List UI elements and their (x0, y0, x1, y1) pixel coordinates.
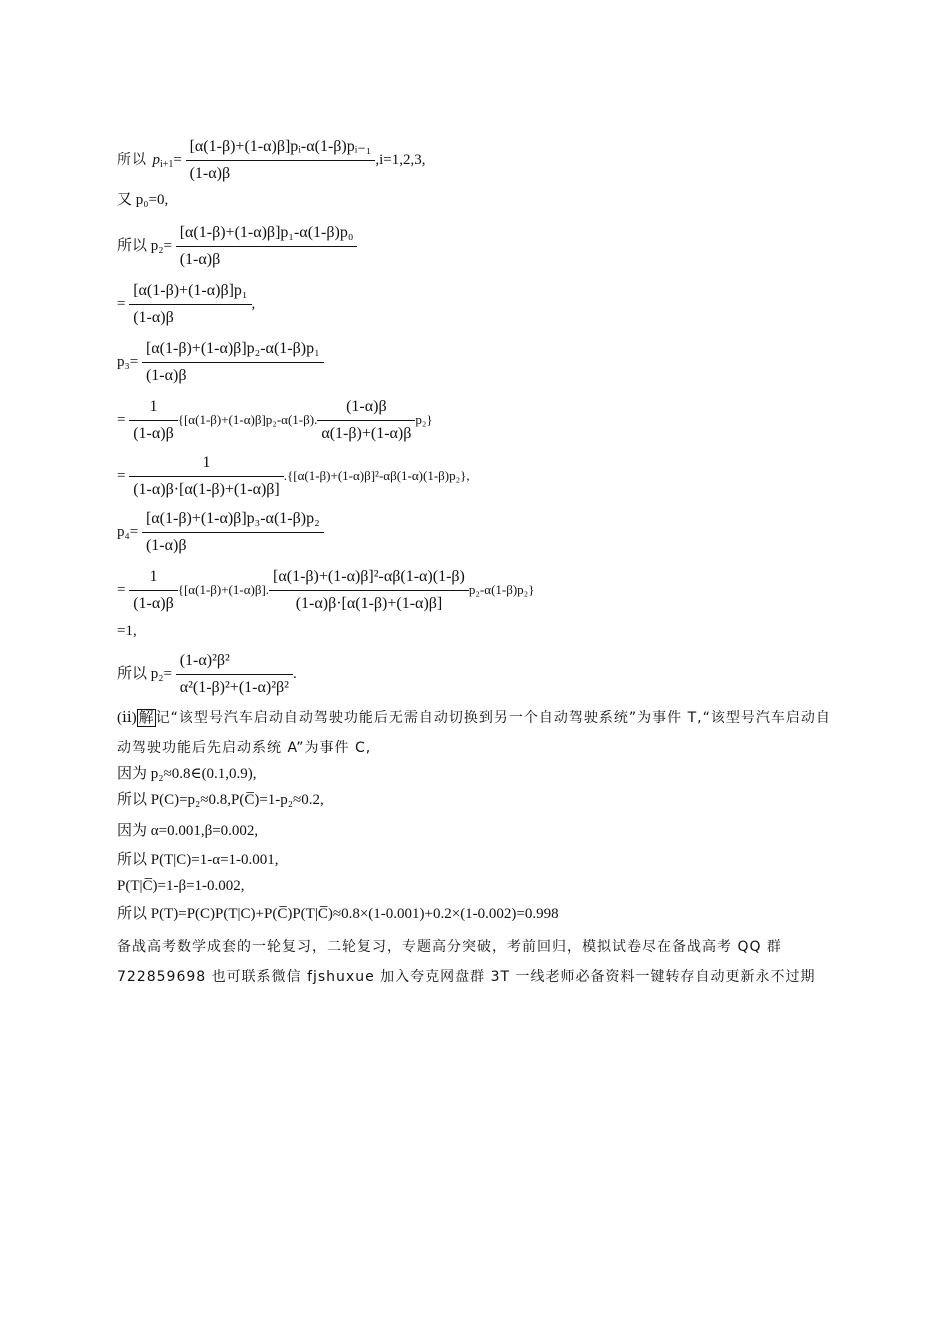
solution-line-6 (117, 876, 245, 896)
solution-line-4 (117, 821, 258, 841)
numerator: [α(1-β)+(1-α)β]p₁ (129, 280, 251, 305)
text-tail: p₂-α(1-β)p₂} (468, 581, 535, 597)
equals-sign: = (117, 581, 126, 598)
text-line: 所以 P(T|C)=1-α=1-0.001, (117, 852, 279, 868)
equals-sign: = (117, 411, 126, 428)
numerator: 1 (129, 566, 178, 591)
denominator: (1-α)β (133, 425, 174, 442)
eq-p2-result (117, 650, 297, 699)
eq-p4-expanded (117, 566, 534, 615)
numerator: (1-α)β (317, 396, 415, 421)
fraction (129, 452, 284, 501)
eq-equals-one (117, 621, 137, 641)
text-middle: {[α(1-β)+(1-α)β]. (177, 581, 270, 597)
text-line: 因为 p₂≈0.8∈(0.1,0.9), (117, 766, 257, 782)
text-line: 因为 α=0.001,β=0.002, (117, 823, 259, 839)
denominator: (1-α)β (133, 309, 174, 326)
text-tail: . (292, 665, 297, 682)
numerator: [α(1-β)+(1-α)β]²-αβ(1-α)(1-β) (269, 566, 469, 591)
text-prefix: p₄= (117, 523, 139, 540)
denominator: (1-α)β (133, 595, 174, 612)
denominator: (1-α)β (145, 537, 187, 554)
numerator: [α(1-β)+(1-α)β]p₁-α(1-β)p₀ (176, 222, 358, 247)
solution-line-5 (117, 850, 279, 870)
equals-sign: = (117, 295, 126, 312)
fraction (317, 396, 415, 445)
fraction (142, 338, 324, 387)
fraction (129, 280, 251, 329)
fraction (176, 222, 358, 271)
text-middle: {[α(1-β)+(1-α)β]p₂-α(1-β). (177, 411, 318, 427)
text-prefix: 所以 p₂= (117, 665, 172, 682)
text-tail: .{[α(1-β)+(1-α)β]²-αβ(1-α)(1-β)p₂}, (283, 467, 470, 483)
denominator: (1-α)β (189, 165, 231, 182)
equals-sign: = (117, 467, 126, 484)
fraction (186, 136, 376, 185)
fraction (176, 650, 293, 699)
solution-line-7 (117, 904, 559, 924)
text-prefix: 所以 p₂= (117, 237, 172, 254)
denominator: α(1-β)+(1-α)β (321, 425, 412, 442)
text-tail: , (251, 295, 256, 312)
denominator: (1-α)β (145, 367, 187, 384)
fraction (142, 508, 324, 557)
text-tail: ,i=1,2,3, (375, 151, 426, 168)
footer-note (117, 932, 833, 992)
eq-p2-simplified (117, 280, 255, 329)
eq-p0 (117, 190, 168, 210)
part-label: (ⅱ) (117, 710, 137, 726)
eq-p3-expanded (117, 396, 433, 445)
numerator: [α(1-β)+(1-α)β]p₂-α(1-β)p₁ (142, 338, 324, 363)
text-prefix: p₃= (117, 353, 139, 370)
fraction (129, 396, 178, 445)
numerator: [α(1-β)+(1-α)β]p₃-α(1-β)p₂ (142, 508, 324, 533)
footer-text: 备战高考数学成套的一轮复习，二轮复习，专题高分突破，考前回归，模拟试卷尽在备战高考 QQ 群 722859698 也可联系微信 fjshuxue 加入夸克网盘群 3T 一线老师必备资料一键转存自动更新永不过期 (117, 939, 816, 985)
numerator: (1-α)²β² (176, 650, 293, 675)
fraction (269, 566, 469, 615)
text-line: P(T|C̅)=1-β=1-0.002, (117, 878, 245, 894)
solution-intro (117, 703, 837, 763)
var-subscript: i+1 (159, 158, 174, 170)
solution-line-2 (117, 764, 257, 784)
denominator: (1-α)β (179, 251, 221, 268)
text-line: =1, (117, 623, 137, 639)
text-prefix: 所以 (117, 151, 153, 168)
numerator: 1 (129, 452, 284, 477)
eq-p2 (117, 222, 357, 271)
numerator: 1 (129, 396, 178, 421)
denominator: α²(1-β)²+(1-α)²β² (179, 679, 289, 696)
equals-sign: = (173, 151, 182, 168)
var-p: p (152, 151, 160, 168)
solution-text: 记“该型号汽车启动自动驾驶功能后无需自动切换到另一个自动驾驶系统”为事件 T,“该型号汽车启动自动驾驶功能后先启动系统 A”为事件 C, (117, 710, 831, 756)
text-tail: p₂} (415, 411, 433, 427)
denominator: (1-α)β·[α(1-β)+(1-α)β] (295, 595, 443, 612)
solution-line-3 (117, 790, 324, 810)
eq-p3 (117, 338, 324, 387)
eq-recurrence (117, 136, 426, 185)
text-line: 所以 P(C)=p₂≈0.8,P(C̅)=1-p₂≈0.2, (117, 792, 324, 808)
text-line: 又 p₀=0, (117, 192, 169, 208)
eq-p3-combined (117, 452, 470, 501)
eq-p4 (117, 508, 324, 557)
denominator: (1-α)β·[α(1-β)+(1-α)β] (133, 481, 280, 498)
numerator: [α(1-β)+(1-α)β]pᵢ-α(1-β)pᵢ₋₁ (186, 136, 376, 161)
solution-marker: 解 (138, 710, 154, 726)
fraction (129, 566, 178, 615)
text-line: 所以 P(T)=P(C)P(T|C)+P(C̅)P(T|C̅)≈0.8×(1-0.001)+0.2×(1-0.002)=0.998 (117, 906, 559, 922)
